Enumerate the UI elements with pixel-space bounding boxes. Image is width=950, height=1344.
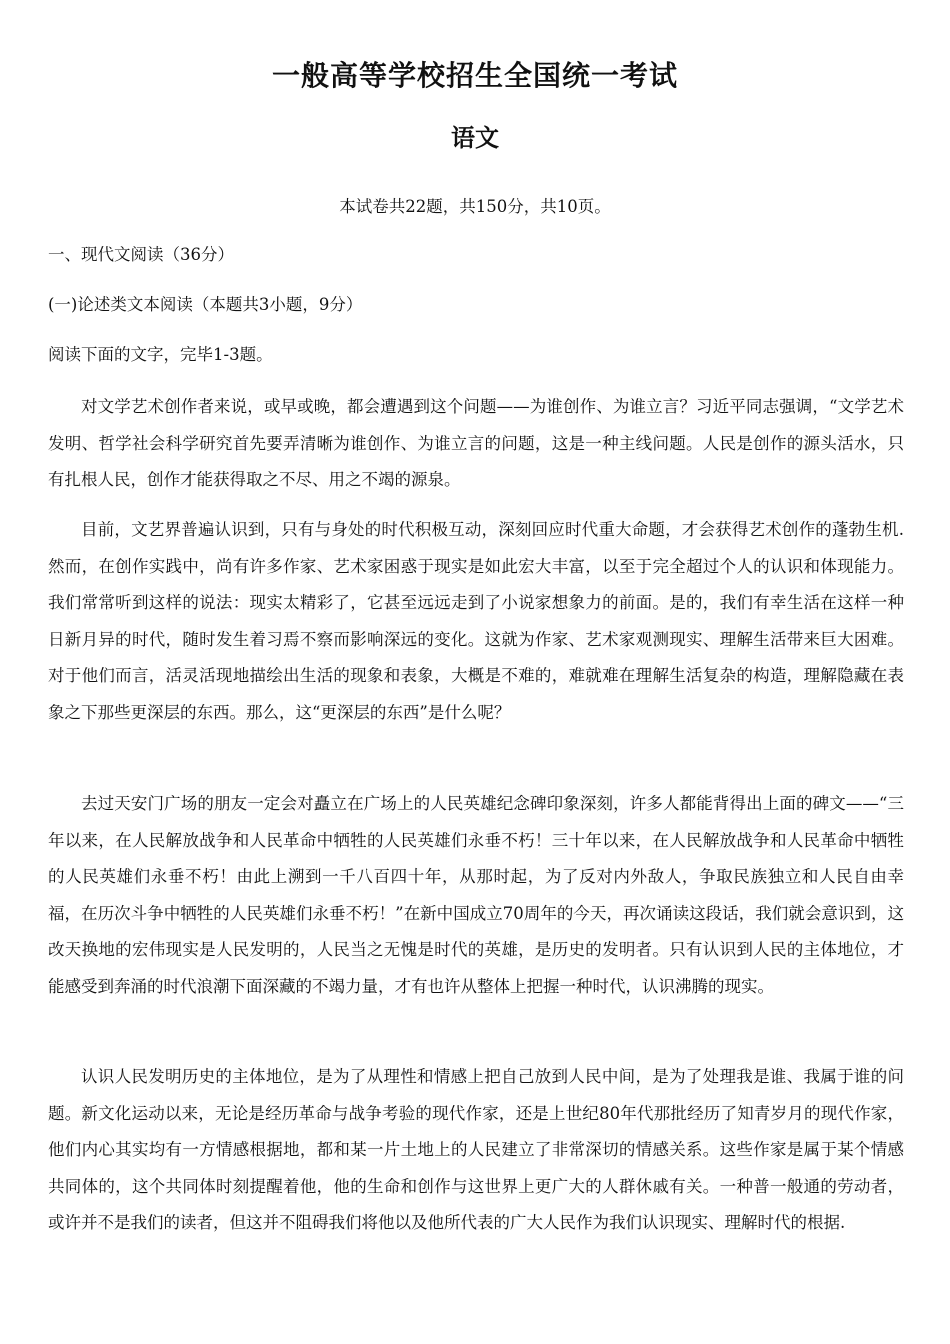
exam-info: 本试卷共22题，共150分，共10页。 — [339, 197, 611, 216]
subsection-heading: (一)论述类文本阅读（本题共3小题，9分） — [48, 295, 363, 314]
section-heading: 一、现代文阅读（36分） — [48, 245, 234, 264]
passage-paragraph-2: 目前，文艺界普遍认识到，只有与身处的时代积极互动，深刻回应时代重大命题，才会获得艺术创作的蓬勃生机.然而，在创作实践中，尚有许多作家、艺术家困惑于现实是如此宏大丰富，以至于完全超过个人的认识和体现能力。我们常常听到这样的说法：现实太精彩了，它甚至远远走到了小说家想象力的前面。是的，我们有幸生活在这样一种日新月异的时代，随时发生着习焉不察而影响深远的变化。这就为作家、艺术家观测现实、理解生活带来巨大困难。对于他们而言，活灵活现地描绘出生活的现象和表象，大概是不难的，难就难在理解生活复杂的构造，理解隐藏在表象之下那些更深层的东西。那么，这“更深层的东西”是什么呢？ — [48, 520, 904, 722]
passage-paragraph-4: 认识人民发明历史的主体地位，是为了从理性和情感上把自己放到人民中间，是为了处理我是谁、我属于谁的问题。新文化运动以来，无论是经历革命与战争考验的现代作家，还是上世纪80年代那批经历了知青岁月的现代作家，他们内心其实均有一方情感根据地，都和某一片土地上的人民建立了非常深切的情感关系。这些作家是属于某个情感共同体的，这个共同体时刻提醒着他，他的生命和创作与这世界上更广大的人群休戚有关。一种普一般通的劳动者，或许并不是我们的读者，但这并不阻碍我们将他以及他所代表的广大人民作为我们认识现实、理解时代的根据. — [48, 1067, 904, 1232]
passage-paragraph-3: 去过天安门广场的朋友一定会对矗立在广场上的人民英雄纪念碑印象深刻，许多人都能背得出上面的碑文——“三年以来，在人民解放战争和人民革命中牺牲的人民英雄们永垂不朽！三十年以来，在人民解放战争和人民革命中牺牲的人民英雄们永垂不朽！由此上溯到一千八百四十年，从那时起，为了反对内外敌人，争取民族独立和人民自由幸福，在历次斗争中牺牲的人民英雄们永垂不朽！”在新中国成立70周年的今天，再次诵读这段话，我们就会意识到，这改天换地的宏伟现实是人民发明的，人民当之无愧是时代的英雄，是历史的发明者。只有认识到人民的主体地位，才能感受到奔涌的时代浪潮下面深藏的不竭力量，才有也许从整体上把握一种时代，认识沸腾的现实。 — [48, 794, 904, 996]
passage-paragraph-1: 对文学艺术创作者来说，或早或晚，都会遭遇到这个问题——为谁创作、为谁立言？习近平同志强调，“文学艺术发明、哲学社会科学研究首先要弄清晰为谁创作、为谁立言的问题，这是一种主线问题。人民是创作的源头活水，只有扎根人民，创作才能获得取之不尽、用之不竭的源泉。 — [48, 397, 904, 489]
subject-title: 语文 — [451, 124, 499, 152]
exam-title: 一般高等学校招生全国统一考试 — [271, 59, 678, 92]
reading-instruction: 阅读下面的文字，完毕1-3题。 — [48, 345, 273, 364]
